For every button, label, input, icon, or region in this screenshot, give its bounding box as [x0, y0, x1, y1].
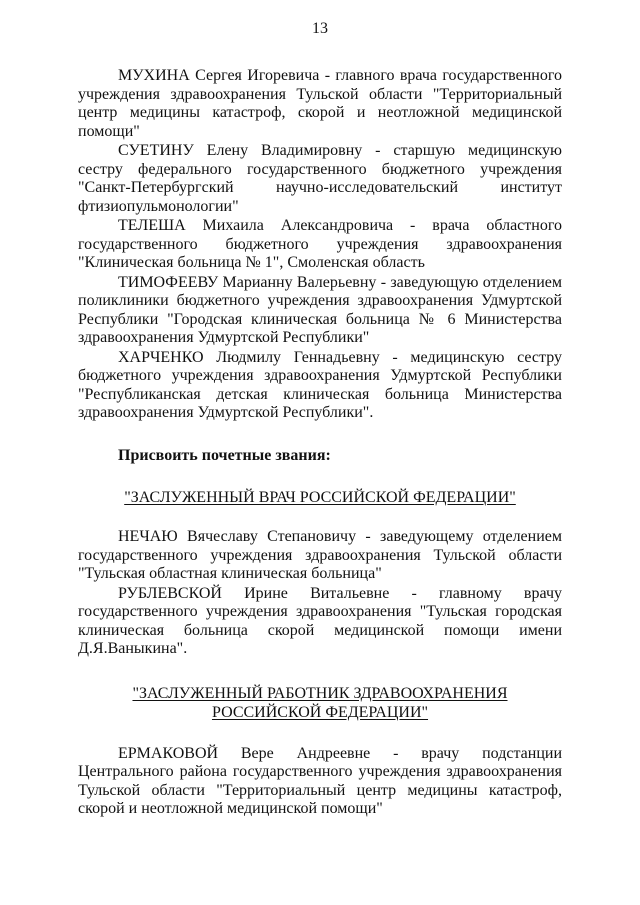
section-heading: Присвоить почетные звания:	[118, 446, 331, 464]
award-entry-rublevskaya: РУБЛЕВСКОЙ Ирине Витальевне - главному врачу государственного учреждения здравоохранения "Тульская городская клиническая больница скорой медицинской помощи имени Д.Я.Ваныкина".	[78, 584, 562, 657]
document-body	[78, 67, 562, 819]
page-number: 13	[312, 20, 328, 37]
honor-title-worker	[78, 684, 562, 722]
award-entry-kharchenko: ХАРЧЕНКО Людмилу Геннадьевну - медицинскую сестру бюджетного учреждения здравоохранения Удмуртской Республики "Республиканская детская клиническая больница Министерства здравоохранения Удмуртской Республики".	[78, 348, 562, 421]
award-entry-suetina: СУЕТИНУ Елену Владимировну - старшую медицинскую сестру федерального государственного бюджетного учреждения "Санкт-Петербургский научно-исследовательский институт фтизиопульмонологии"	[78, 142, 562, 215]
honor-title-worker-line1: "ЗАСЛУЖЕННЫЙ РАБОТНИК ЗДРАВООХРАНЕНИЯ	[132, 684, 508, 702]
award-entry-telesh: ТЕЛЕША Михаила Александровича - врача областного государственного бюджетного учреждения здравоохранения "Клиническая больница № 1", Смоленская область	[78, 217, 562, 271]
award-entry-nechay: НЕЧАЮ Вячеславу Степановичу - заведующему отделением государственного учреждения здравоохранения Тульской области "Тульская областная клиническая больница"	[78, 528, 562, 582]
award-entry-mukhin: МУХИНА Сергея Игоревича - главного врача государственного учреждения здравоохранения Тульской области "Территориальный центр медицины катастроф, скорой и неотложной медицинской помощи"	[78, 67, 562, 140]
award-entry-timofeeva: ТИМОФЕЕВУ Марианну Валерьевну - заведующую отделением поликлиники бюджетного учреждения здравоохранения Удмуртской Республики "Городская клиническая больница № 6 Министерства здравоохранения Удмуртской Республики"	[78, 273, 562, 346]
award-entry-ermakova: ЕРМАКОВОЙ Вере Андреевне - врачу подстанции Центрального района государственного учреждения здравоохранения Тульской области "Территориальный центр медицины катастроф, скорой и неотложной медицинской помощи"	[78, 744, 562, 817]
honor-title-worker-line2: РОССИЙСКОЙ ФЕДЕРАЦИИ"	[211, 703, 429, 721]
honor-title-doctor: "ЗАСЛУЖЕННЫЙ ВРАЧ РОССИЙСКОЙ ФЕДЕРАЦИИ"	[124, 489, 516, 506]
